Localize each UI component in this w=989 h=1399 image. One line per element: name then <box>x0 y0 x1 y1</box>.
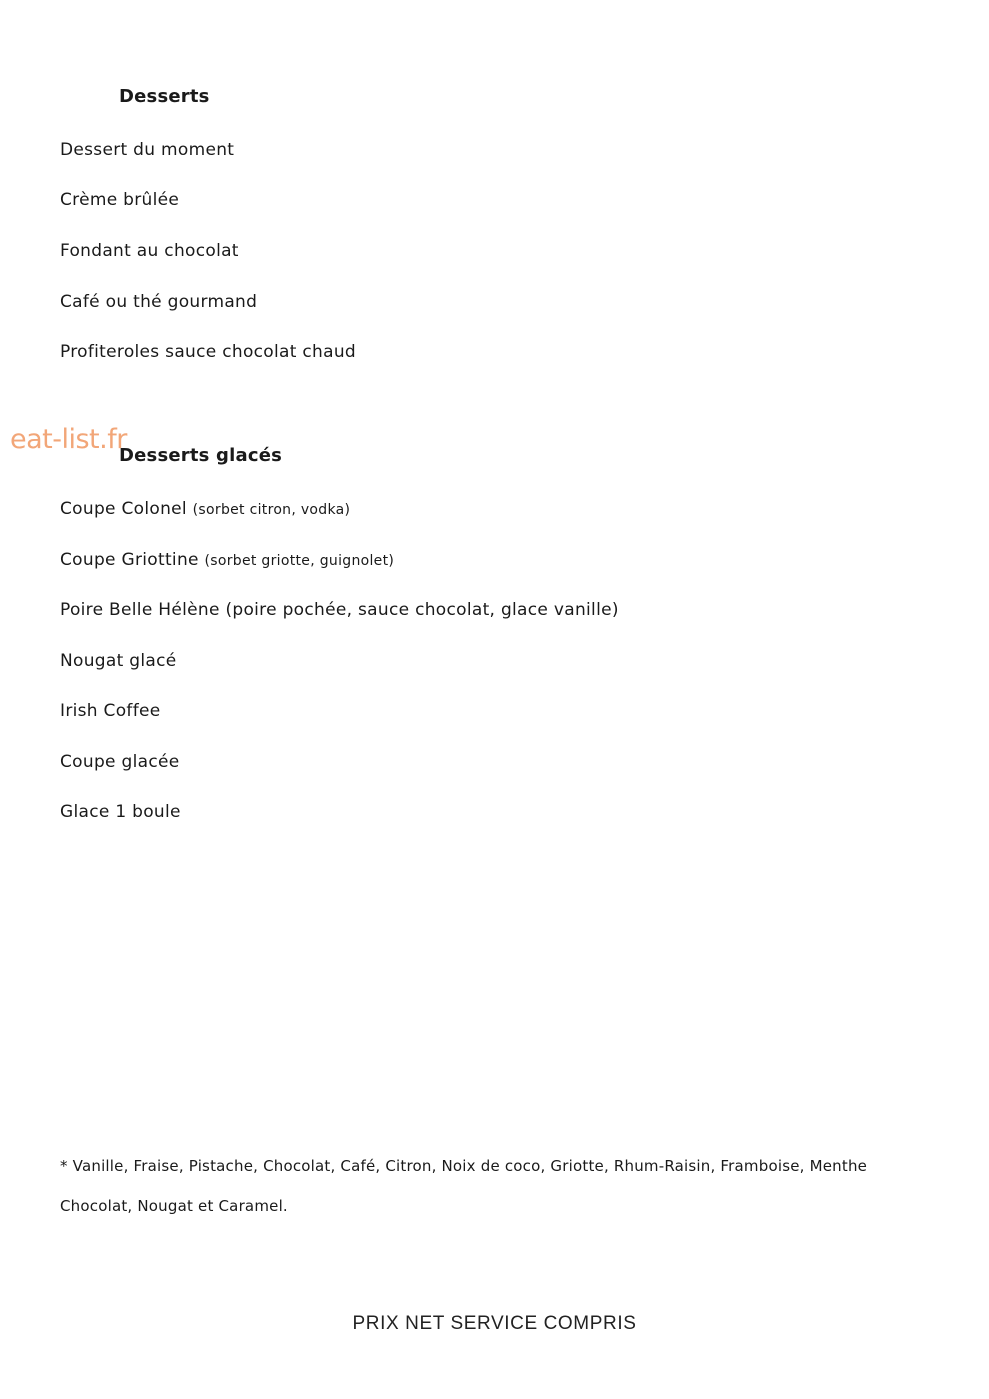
glace-item <box>60 802 181 822</box>
glace-item <box>60 701 161 721</box>
glace-item-name: Glace 1 boule <box>60 802 181 822</box>
flavours-footnote-line-2: Chocolat, Nougat et Caramel. <box>60 1197 288 1215</box>
desserts-heading: Desserts <box>119 86 210 107</box>
glace-item <box>60 600 619 620</box>
glace-item <box>60 499 350 519</box>
dessert-item: Café ou thé gourmand <box>60 292 258 312</box>
desserts-glaces-heading: Desserts glacés <box>119 445 283 466</box>
dessert-item: Profiteroles sauce chocolat chaud <box>60 342 357 362</box>
dessert-item: Crème brûlée <box>60 190 180 210</box>
glace-item <box>60 752 180 772</box>
glace-item-name: Poire Belle Hélène (poire pochée, sauce chocolat, glace vanille) <box>60 600 619 620</box>
glace-item <box>60 651 177 671</box>
glace-item-detail: (sorbet citron, vodka) <box>192 502 351 518</box>
glace-item-name: Nougat glacé <box>60 651 177 671</box>
dessert-item: Dessert du moment <box>60 140 235 160</box>
dessert-item: Fondant au chocolat <box>60 241 239 261</box>
glace-item-name: Irish Coffee <box>60 701 161 721</box>
watermark: eat-list.fr <box>10 424 127 455</box>
price-footer: PRIX NET SERVICE COMPRIS <box>352 1313 637 1334</box>
glace-item-detail: (sorbet griotte, guignolet) <box>204 553 395 569</box>
glace-item-name: Coupe Griottine <box>60 550 199 570</box>
glace-item-name: Coupe Colonel <box>60 499 187 519</box>
glace-item <box>60 550 394 570</box>
flavours-footnote-line-1: * Vanille, Fraise, Pistache, Chocolat, Café, Citron, Noix de coco, Griotte, Rhum-Raisin, Framboise, Menthe <box>60 1157 868 1175</box>
glace-item-name: Coupe glacée <box>60 752 180 772</box>
